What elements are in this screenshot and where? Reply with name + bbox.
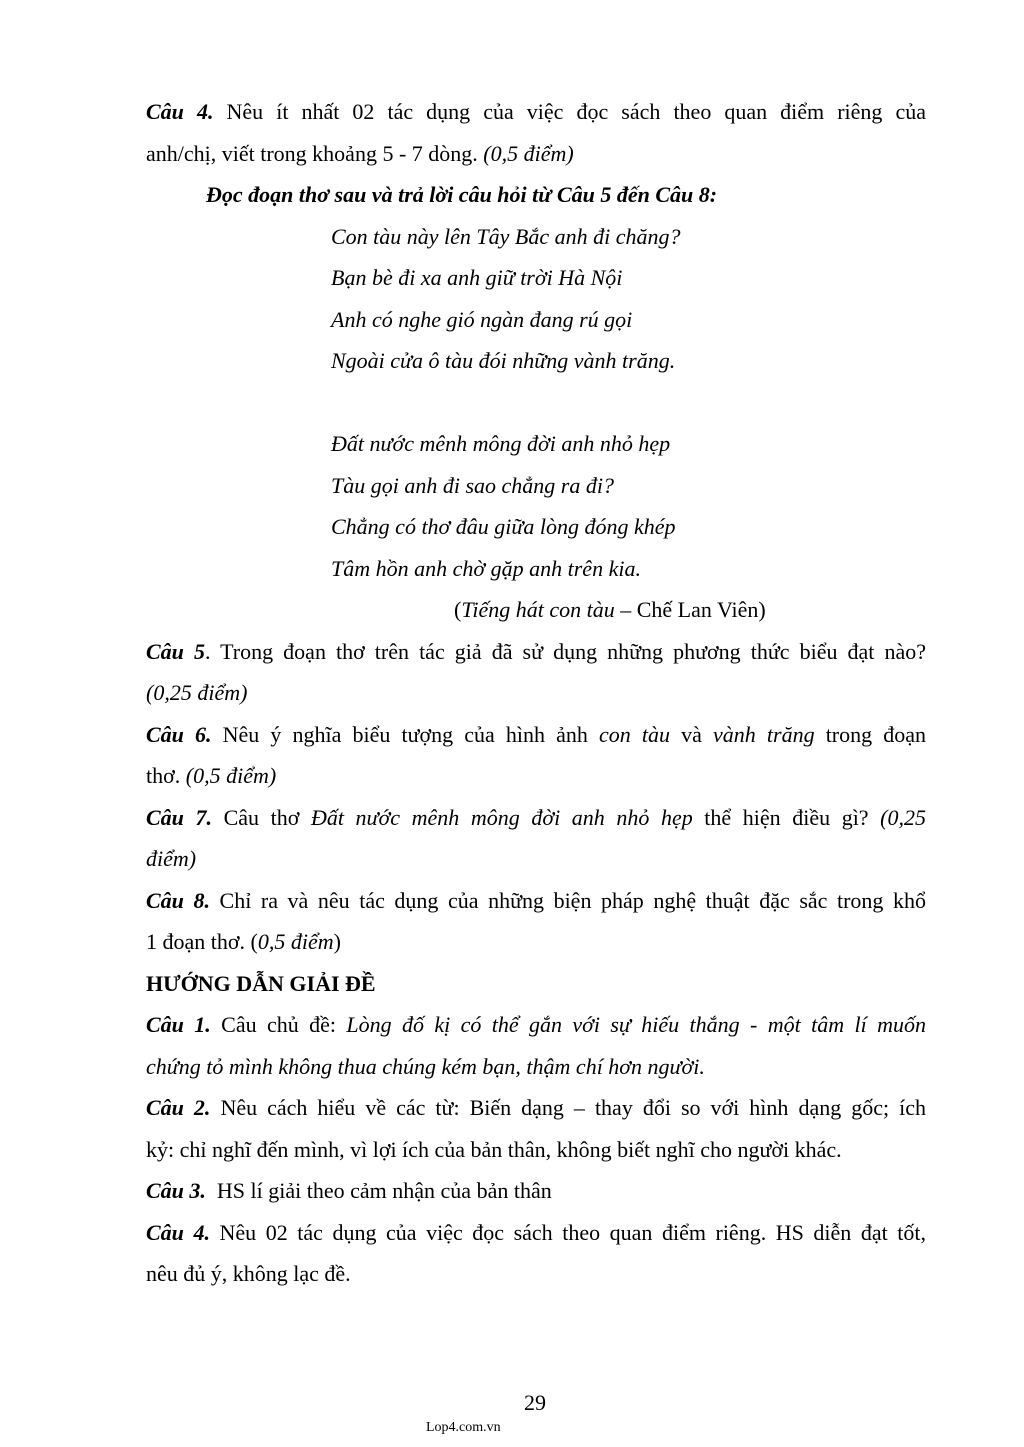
question-4-line-1: [146, 91, 926, 133]
question-8-line-1: [146, 880, 926, 922]
poem-line: Anh có nghe gió ngàn đang rú gọi: [331, 306, 633, 332]
answer-4-line-1: [146, 1212, 926, 1254]
question-text: anh/chị, viết trong khoảng 5 - 7 dòng.: [146, 140, 478, 166]
score-note: điểm): [146, 846, 197, 871]
question-text: Nêu ít nhất 02 tác dụng của việc đọc sách theo quan điểm riêng của: [226, 99, 926, 124]
question-7-line-1: [146, 797, 926, 839]
answer-3: [146, 1170, 926, 1212]
question-5-line-2: [146, 672, 926, 714]
answer-text: Câu chủ đề:: [210, 1012, 347, 1037]
answer-italic: chứng tỏ mình không thua chúng kém bạn, thậm chí hơn người.: [146, 1053, 705, 1079]
guide-heading: HƯỚNG DẪN GIẢI ĐỀ: [146, 970, 376, 996]
answer-italic: Lòng đố kị có thể gắn với sự hiếu thắng - một tâm lí muốn: [346, 1012, 926, 1037]
question-text: ): [333, 929, 341, 954]
stanza-break: [146, 382, 926, 424]
question-text: và: [670, 721, 714, 747]
italic-term: vành trăng: [713, 721, 815, 747]
score-note: (0,25 điểm): [146, 680, 248, 705]
source-title: Tiếng hát con tàu: [461, 597, 615, 622]
source-author: – Chế Lan Viên): [614, 597, 766, 622]
score-note: 0,5 điểm: [257, 929, 334, 954]
answer-1-line-2: [146, 1046, 926, 1088]
poem-line: Bạn bè đi xa anh giữ trời Hà Nội: [331, 265, 623, 290]
page-number: 29: [524, 1390, 546, 1415]
question-label: Câu 6.: [146, 721, 212, 747]
poem-line: Tàu gọi anh đi sao chẳng ra đi?: [331, 472, 614, 498]
question-text: . Trong đoạn thơ trên tác giả đã sử dụng những phương thức biểu đạt nào?: [204, 638, 926, 664]
question-label: Câu 8.: [146, 887, 210, 913]
poem-instruction: Đọc đoạn thơ sau và trả lời câu hỏi từ Câu 5 đến Câu 8:: [206, 182, 718, 207]
question-7-line-2: [146, 838, 926, 880]
answer-text: HS lí giải theo cảm nhận của bản thân: [205, 1178, 552, 1203]
answer-text: nêu đủ ý, không lạc đề.: [146, 1261, 351, 1286]
question-6-line-2: [146, 755, 926, 797]
score-note: (0,5 điểm): [185, 763, 277, 788]
poem-line: Ngoài cửa ô tàu đói những vành trăng.: [331, 348, 676, 373]
answer-text: Nêu cách hiểu về các từ: Biến dạng – thay đổi so với hình dạng gốc; ích: [210, 1095, 926, 1120]
question-4-line-2: [146, 133, 926, 175]
quoted-verse: Đất nước mênh mông đời anh nhỏ hẹp: [310, 804, 693, 830]
question-6-line-1: [146, 714, 926, 756]
poem-line: Đất nước mênh mông đời anh nhỏ hẹp: [331, 431, 671, 456]
question-label: Câu 4.: [146, 99, 214, 124]
answer-1-line-1: [146, 1004, 926, 1046]
question-text: Chỉ ra và nêu tác dụng của những biện pháp nghệ thuật đặc sắc trong khổ: [209, 887, 926, 913]
source-paren: (: [454, 597, 462, 622]
answer-label: Câu 4.: [146, 1219, 210, 1245]
document-body: [146, 91, 926, 1295]
question-label: Câu 5: [146, 638, 205, 664]
answer-2-line-1: [146, 1087, 926, 1129]
question-text: 1 đoạn thơ. (: [146, 929, 258, 954]
answer-label: Câu 1.: [146, 1012, 211, 1037]
poem-line: Tâm hồn anh chờ gặp anh trên kia.: [331, 555, 641, 581]
answer-2-line-2: [146, 1129, 926, 1171]
answer-4-line-2: [146, 1253, 926, 1295]
question-5-line-1: [146, 631, 926, 673]
site-watermark: Lop4.com.vn: [426, 1420, 501, 1435]
score-note: (0,5 điểm): [483, 140, 574, 166]
italic-term: con tàu: [599, 721, 671, 747]
question-text: thể hiện điều gì?: [692, 804, 881, 830]
answer-label: Câu 2.: [146, 1095, 211, 1120]
question-text: trong đoạn: [814, 721, 927, 747]
question-text: Nêu ý nghĩa biểu tượng của hình ảnh: [211, 721, 600, 747]
poem-line: Con tàu này lên Tây Bắc anh đi chăng?: [331, 223, 681, 249]
score-note: (0,25: [880, 804, 926, 830]
answer-text: Nêu 02 tác dụng của việc đọc sách theo quan điểm riêng. HS diễn đạt tốt,: [209, 1219, 926, 1245]
question-text: thơ.: [146, 763, 186, 788]
question-8-line-2: [146, 921, 926, 963]
answer-text: kỷ: chỉ nghĩ đến mình, vì lợi ích của bản thân, không biết nghĩ cho người khác.: [146, 1136, 842, 1162]
poem-excerpt: [146, 216, 926, 590]
question-label: Câu 7.: [146, 804, 212, 830]
poem-line: Chẳng có thơ đâu giữa lòng đóng khép: [331, 514, 676, 539]
answer-label: Câu 3.: [146, 1178, 206, 1203]
question-text: Câu thơ: [212, 804, 311, 830]
poem-source: [146, 589, 926, 631]
